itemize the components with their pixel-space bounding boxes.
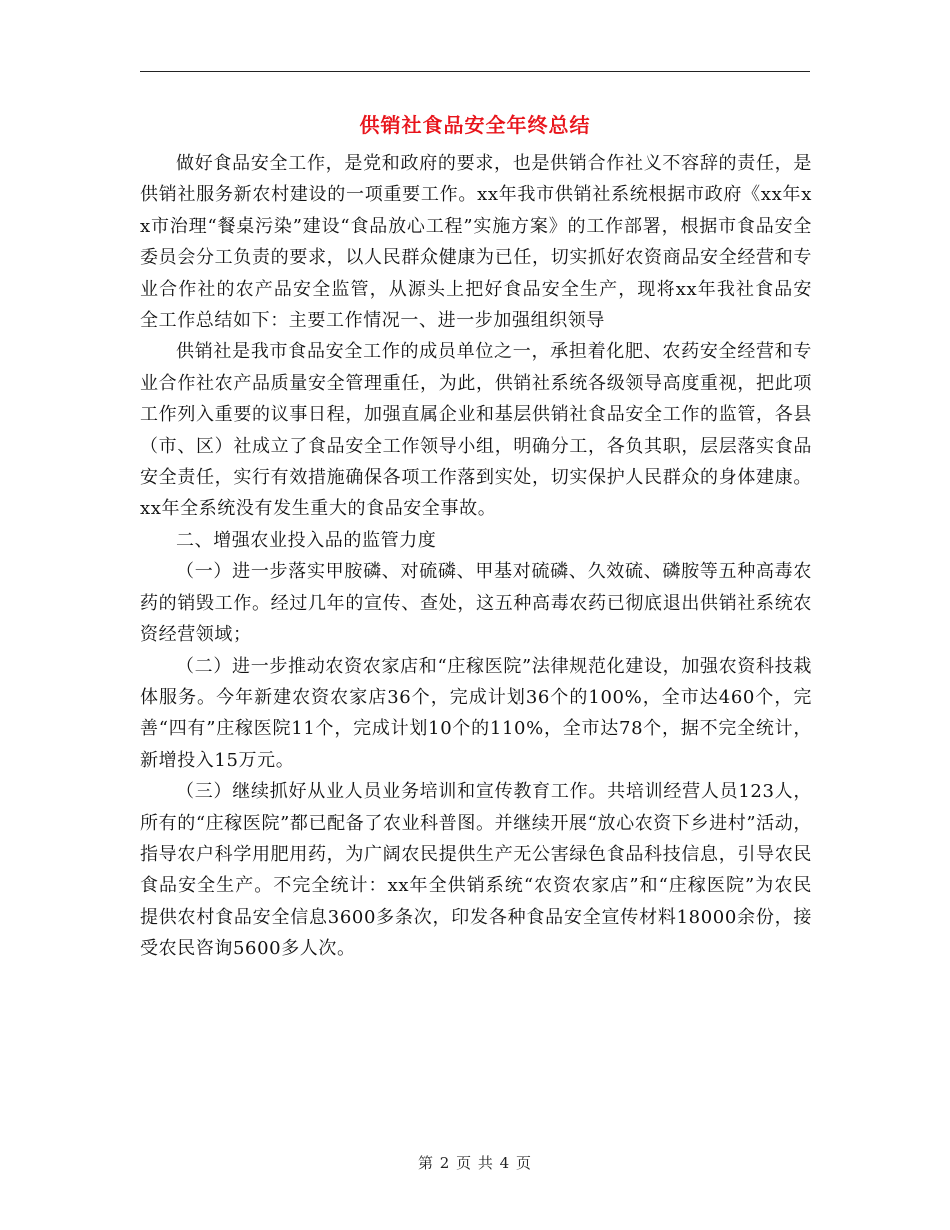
paragraph-item-3: （三）继续抓好从业人员业务培训和宣传教育工作。共培训经营人员123人，所有的“庄稼医院”都已配备了农业科普图。并继续开展“放心农资下乡进村”活动，指导农户科学用肥用药，为广阔农民提供生产无公害绿色食品科技信息，引导农民食品安全生产。不完全统计：xx年全供销系统“农资农家店”和“庄稼医院”为农民提供农村食品安全信息3600多条次，印发各种食品安全宣传材料18000余份，接受农民咨询5600多人次。: [140, 781, 812, 960]
paragraph-organization: 供销社是我市食品安全工作的成员单位之一，承担着化肥、农药安全经营和专业合作社农产品质量安全管理重任，为此，供销社系统各级领导高度重视，把此项工作列入重要的议事日程，加强直属企业和基层供销社食品安全工作的监管，各县（市、区）社成立了食品安全工作领导小组，明确分工，各负其职，层层落实食品安全责任，实行有效措施确保各项工作落到实处，切实保护人民群众的身体建康。xx年全系统没有发生重大的食品安全事故。: [140, 341, 812, 520]
document-body: [140, 148, 812, 965]
paragraph-intro: 做好食品安全工作，是党和政府的要求，也是供销合作社义不容辞的责任，是供销社服务新农村建设的一项重要工作。xx年我市供销社系统根据市政府《xx年xx市治理“餐桌污染”建设“食品放心工程”实施方案》的工作部署，根据市食品安全委员会分工负责的要求，以人民群众健康为已任，切实抓好农资商品安全经营和专业合作社的农产品安全监管，从源头上把好食品安全生产，现将xx年我社食品安全工作总结如下：主要工作情况一、进一步加强组织领导: [140, 153, 812, 332]
document-title: 供销社食品安全年终总结: [359, 113, 591, 137]
paragraph-item-1: （一）进一步落实甲胺磷、对硫磷、甲基对硫磷、久效硫、磷胺等五种高毒农药的销毁工作。经过几年的宣传、查处，这五种高毒农药已彻底退出供销社系统农资经营领域；: [140, 561, 812, 646]
header-rule: [140, 71, 810, 72]
paragraph-item-2: （二）进一步推动农资农家店和“庄稼医院”法律规范化建设，加强农资科技栽体服务。今年新建农资农家店36个，完成计划36个的100%，全市达460个，完善“四有”庄稼医院11个，完成计划10个的110%，全市达78个，据不完全统计，新增投入15万元。: [140, 655, 812, 771]
section-heading-supervision: 二、增强农业投入品的监管力度: [176, 529, 437, 551]
page-number-footer: 第 2 页 共 4 页: [418, 1154, 532, 1172]
